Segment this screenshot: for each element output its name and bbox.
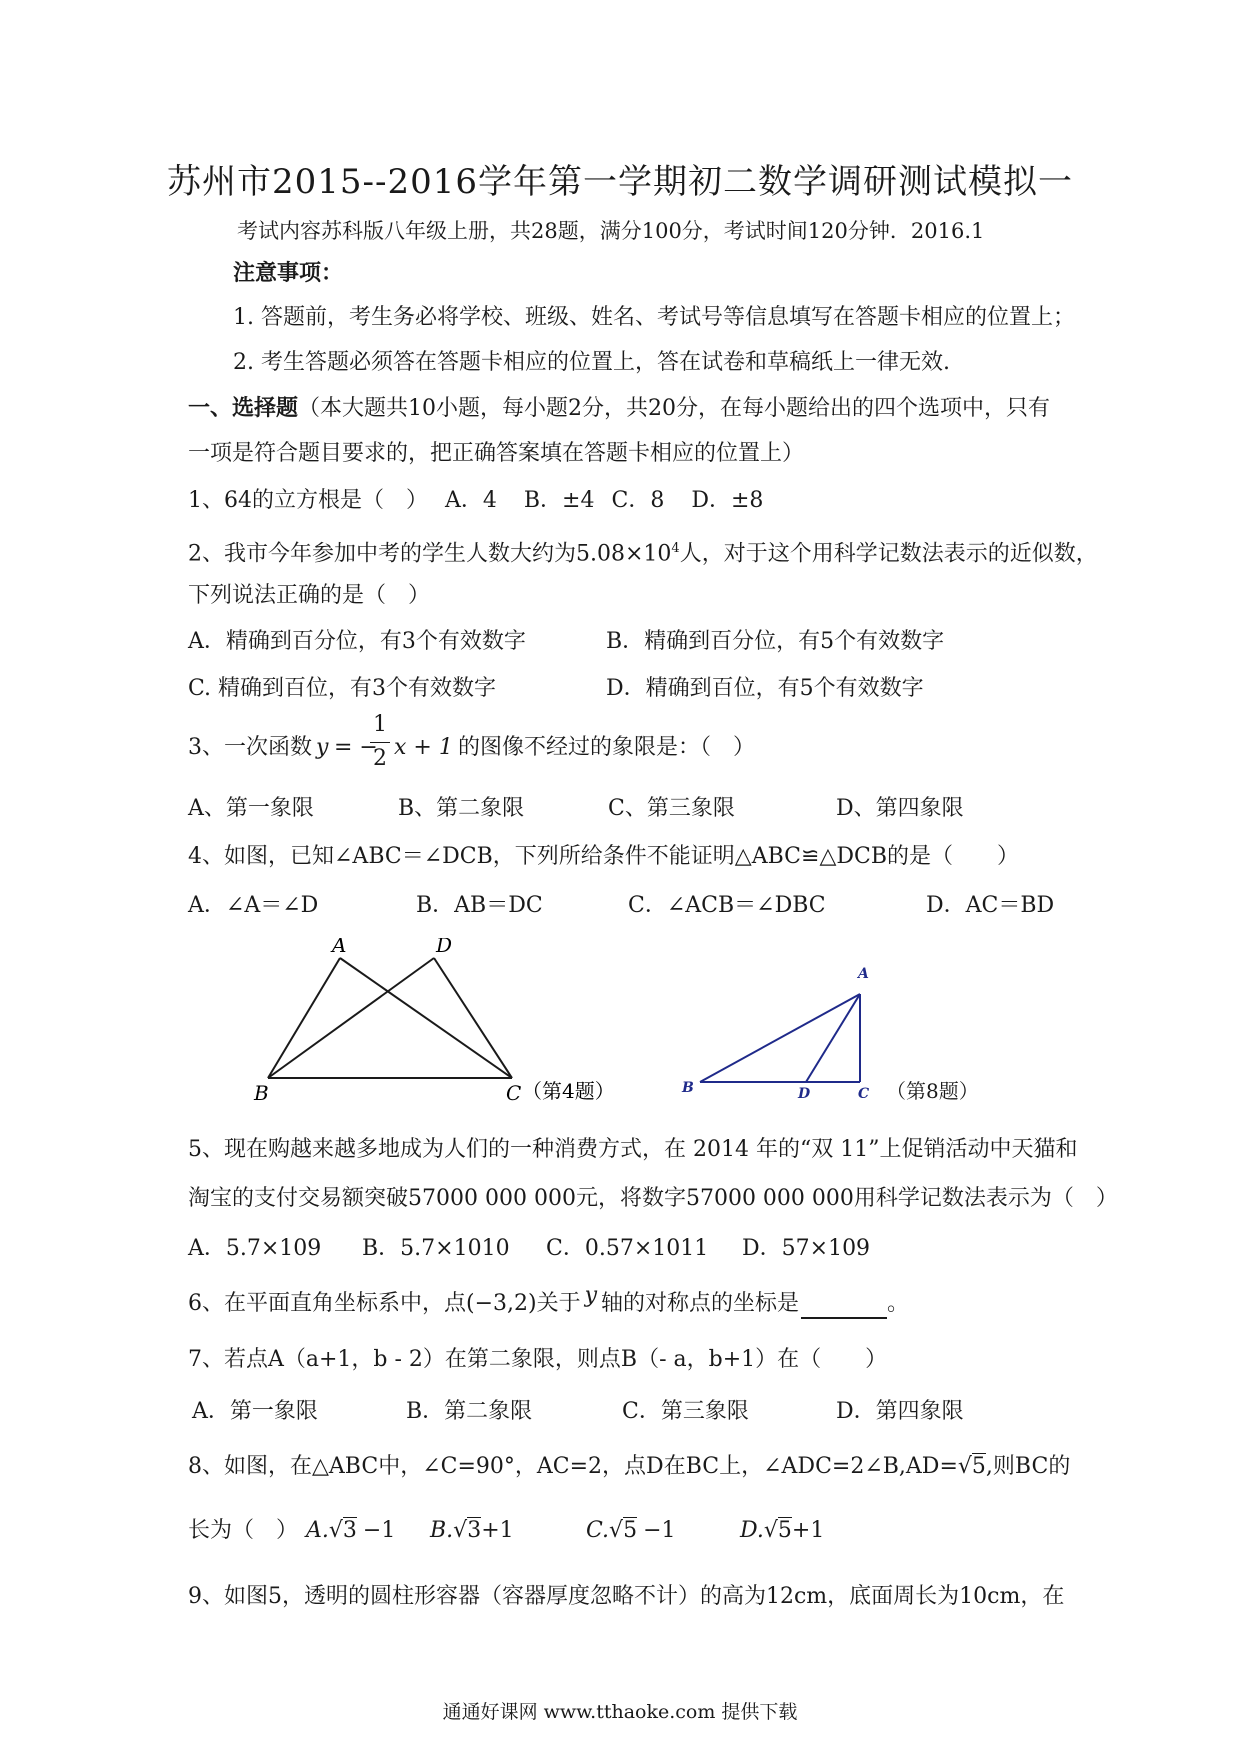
- question-stem-cont: 轴的对称点的坐标是: [601, 1291, 800, 1316]
- option-c: C．0.57×1011: [546, 1236, 709, 1261]
- option-tail: +1: [481, 1518, 514, 1543]
- option-b: B．±4: [523, 488, 595, 513]
- question-stem: 长为（ ）: [188, 1518, 299, 1543]
- option-d: D．AC＝BD: [926, 893, 1055, 918]
- question-stem: 3、一次函数: [188, 735, 312, 760]
- option-b: B．AB＝DC: [416, 893, 543, 918]
- option-c: C. 精确到百位，有3个有效数字: [188, 676, 497, 701]
- sqrt-sign: √: [609, 1518, 624, 1543]
- option-c: C．8: [611, 488, 665, 513]
- question-6: [188, 1283, 910, 1319]
- point-label-b: B: [682, 1080, 694, 1096]
- radicand: 5: [623, 1518, 638, 1543]
- question-stem: 6、在平面直角坐标系中，点(−3,2)关于: [188, 1291, 581, 1316]
- point-label-b: B: [254, 1081, 269, 1105]
- option-label: B.: [430, 1518, 454, 1543]
- notice-item: 2. 考生答题必须答在答题卡相应的位置上，答在试卷和草稿纸上一律无效.: [233, 350, 950, 375]
- page-title: 苏州市2015--2016学年第一学期初二数学调研测试模拟一: [166, 162, 1074, 202]
- option-c: [586, 1516, 676, 1546]
- sqrt-sign: √: [957, 1454, 972, 1479]
- radicand: 3: [467, 1518, 482, 1543]
- question-stem: 1、64的立方根是（ ）: [188, 488, 428, 513]
- question-stem-cont: ,则BC的: [985, 1454, 1071, 1479]
- answer-blank: [801, 1295, 887, 1319]
- radicand: 5: [777, 1518, 792, 1543]
- option-a: A．精确到百分位，有3个有效数字: [188, 629, 526, 654]
- radicand: 3: [342, 1518, 357, 1543]
- question-8: [188, 1452, 1070, 1482]
- math-var-y: y: [584, 1283, 598, 1308]
- option-label: D.: [740, 1518, 764, 1543]
- fraction-numerator: 1: [373, 712, 387, 737]
- fraction-bar: [370, 742, 390, 743]
- option-b: B．第二象限: [406, 1399, 533, 1424]
- option-c: C．第三象限: [622, 1399, 749, 1424]
- question-2-line2: 下列说法正确的是（ ）: [188, 583, 431, 608]
- point-label-a: A: [858, 966, 869, 982]
- question-7: 7、若点A（a+1，b - 2）在第二象限，则点B（- a，b+1）在（ ）: [188, 1347, 888, 1372]
- notice-item: 1. 答题前，考生务必将学校、班级、姓名、考试号等信息填写在答题卡相应的位置上；: [233, 305, 1075, 330]
- sqrt-sign: √: [453, 1518, 468, 1543]
- point-label-a: A: [332, 938, 347, 957]
- option-tail: −1: [643, 1518, 676, 1543]
- section-desc: （本大题共10小题，每小题2分，共20分，在每小题给出的四个选项中，只有: [298, 396, 1051, 421]
- option-c: C、第三象限: [608, 796, 735, 821]
- option-a: A．第一象限: [192, 1399, 318, 1424]
- notice-heading: 注意事项：: [233, 260, 344, 286]
- question-2: [188, 534, 1098, 569]
- option-d: D．57×109: [742, 1236, 871, 1261]
- question-8-line2: [188, 1516, 298, 1546]
- option-d: D．精确到百位，有5个有效数字: [606, 676, 924, 701]
- option-tail: −1: [362, 1518, 396, 1543]
- point-label-c: C: [858, 1086, 870, 1102]
- segment-ac: [340, 958, 512, 1078]
- option-b: [430, 1516, 514, 1546]
- page-footer: 通通好课网 www.tthaoke.com 提供下载: [442, 1701, 798, 1723]
- section-title: 一、选择题: [188, 395, 299, 421]
- point-label-c: C: [506, 1081, 522, 1105]
- question-3: [188, 733, 312, 763]
- exam-subtitle: 考试内容苏科版八年级上册，共28题，满分100分，考试时间120分钟．2016.1: [237, 219, 985, 243]
- radicand: 5: [971, 1454, 986, 1479]
- option-d: D．±8: [691, 488, 764, 513]
- math-var-y: y: [316, 735, 329, 760]
- segment-bd: [268, 958, 434, 1078]
- option-c: C．∠ACB＝∠DBC: [628, 893, 826, 918]
- exponent: 4: [671, 541, 680, 556]
- segment-da: [806, 994, 860, 1082]
- option-label: A.: [306, 1518, 329, 1543]
- question-1: [188, 486, 763, 516]
- figure-caption: （第8题）: [886, 1079, 979, 1103]
- option-a: [306, 1516, 395, 1546]
- question-stem-cont: 的图像不经过的象限是：（ ）: [458, 735, 756, 760]
- question-5: 5、现在购越来越多地成为人们的一种消费方式，在 2014 年的“双 11”上促销活动中天猫和: [188, 1137, 1078, 1162]
- question-stem-cont: 人，对于这个用科学记数法表示的近似数，: [679, 541, 1098, 567]
- option-label: C.: [586, 1518, 610, 1543]
- question-stem: 2、我市今年参加中考的学生人数大约为5.08×10: [188, 541, 672, 567]
- option-d: D．第四象限: [836, 1399, 964, 1424]
- option-tail: +1: [791, 1518, 825, 1543]
- math-expr: x + 1: [394, 735, 453, 760]
- math-eq: = −: [334, 735, 378, 760]
- figure-question-8: [680, 960, 1000, 1110]
- section-heading: [188, 393, 1050, 424]
- question-4: 4、如图，已知∠ABC＝∠DCB，下列所给条件不能证明△ABC≌△DCB的是（ ）: [188, 844, 1020, 869]
- sqrt-sign: √: [763, 1518, 778, 1543]
- option-a: A．∠A＝∠D: [188, 893, 319, 918]
- segment-ba: [700, 994, 860, 1082]
- figure-caption: （第4题）: [522, 1079, 615, 1103]
- option-a: A、第一象限: [188, 796, 314, 821]
- sqrt-sign: √: [328, 1518, 343, 1543]
- section-desc-2: 一项是符合题目要求的，把正确答案填在答题卡相应的位置上）: [188, 441, 805, 466]
- segment-dc: [434, 958, 512, 1078]
- question-end: 。: [887, 1291, 910, 1316]
- option-b: B、第二象限: [398, 796, 525, 821]
- fraction-denominator: 2: [373, 746, 387, 771]
- figure-question-4: [240, 938, 640, 1108]
- question-5-line2: 淘宝的支付交易额突破57000 000 000元，将数字57000 000 000用科学记数法表示为（ ）: [188, 1186, 1118, 1211]
- question-9: 9、如图5，透明的圆柱形容器（容器厚度忽略不计）的高为12cm，底面周长为10cm，在: [188, 1584, 1065, 1609]
- question-stem: 8、如图，在△ABC中，∠C=90°，AC=2，点D在BC上，∠ADC=2∠B,AD=: [188, 1454, 958, 1479]
- option-a: A．4: [445, 488, 497, 513]
- option-a: A．5.7×109: [188, 1236, 322, 1261]
- option-d: [740, 1516, 824, 1546]
- option-d: D、第四象限: [836, 796, 964, 821]
- point-label-d: D: [798, 1086, 811, 1102]
- point-label-d: D: [436, 938, 453, 957]
- option-b: B．5.7×1010: [362, 1236, 510, 1261]
- segment-ba: [268, 958, 340, 1078]
- option-b: B．精确到百分位，有5个有效数字: [606, 629, 945, 654]
